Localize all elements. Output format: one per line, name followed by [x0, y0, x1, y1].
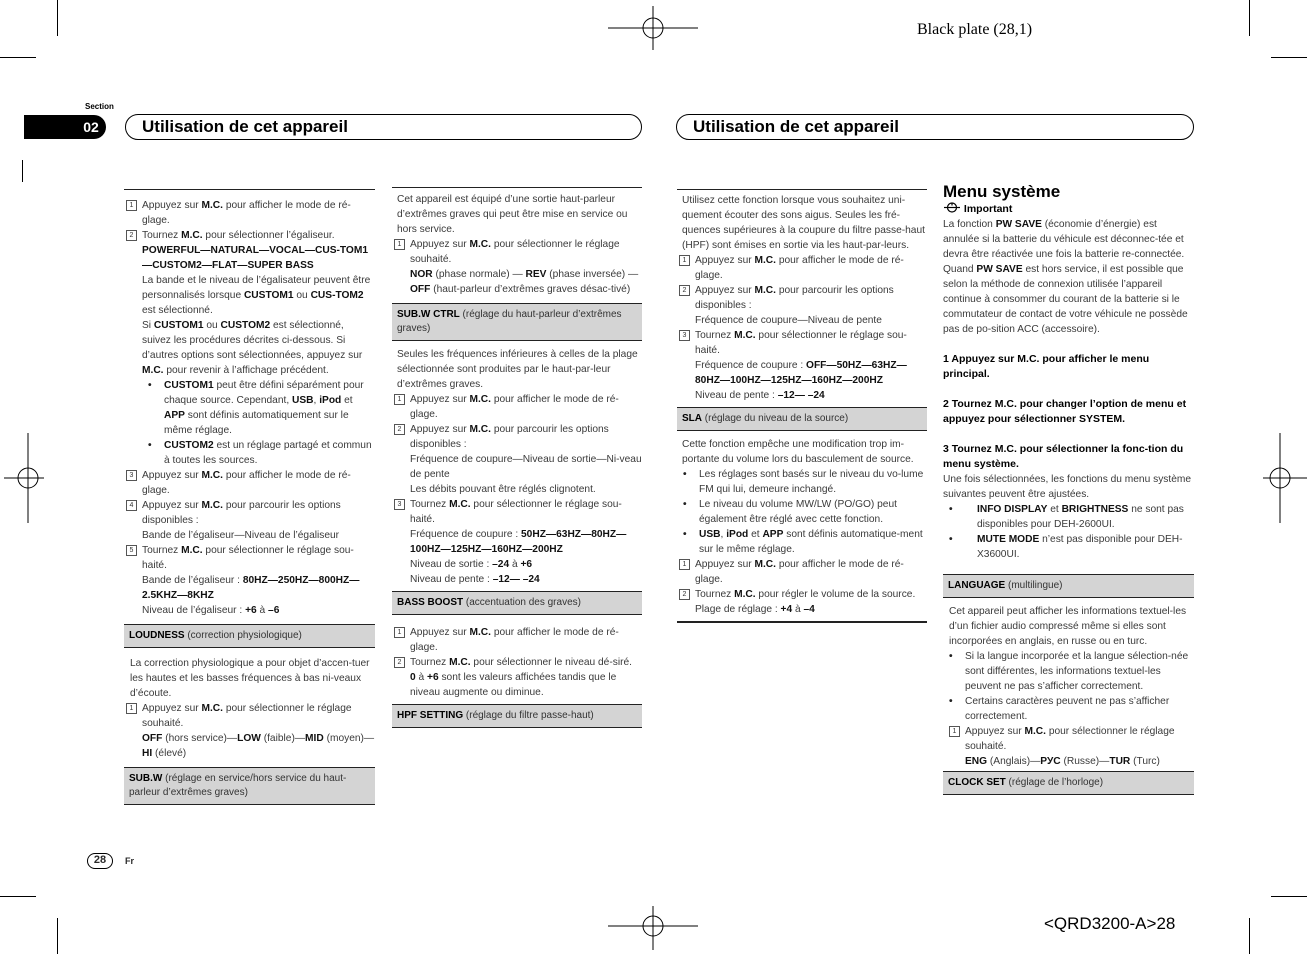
crop-mark [1249, 0, 1250, 36]
paragraph: Cet appareil peut afficher les informations textuel-les d’un fichier audio compressé même si elles sont incorporées en anglais, en russe ou en turc. [949, 606, 1187, 647]
step-number: 3 [394, 499, 405, 510]
option-list: Plage de réglage : +4 à –4 [695, 604, 815, 615]
option-list: Fréquence de coupure—Niveau de pente [695, 315, 882, 326]
option-list: Bande de l’égaliseur—Niveau de l’égaliseur [142, 530, 340, 541]
paragraph: La correction physiologique a pour objet d’accen-tuer les hautes et les basses fréquences à bas ni-veaux d’écoute. [130, 658, 370, 699]
page-title-text: Utilisation de cet appareil [142, 117, 348, 136]
step-number: 1 [126, 703, 137, 714]
section-number-tab [24, 115, 106, 139]
step-number: 1 [394, 627, 405, 638]
paragraph: Cette fonction empêche une modification trop im-portante du volume lors du basculement de source. [682, 439, 914, 465]
page-title-right [676, 114, 1194, 140]
crop-mark [1271, 57, 1307, 58]
section-heading: Menu système [943, 182, 1061, 201]
text-column-4 [943, 184, 1194, 795]
paragraph: Cet appareil est équipé d’une sortie haut-parleur d’extrêmes graves qui peut être mise en service ou hors service. [397, 194, 628, 235]
crop-mark [0, 896, 36, 897]
bullet-item: • CUSTOM1 peut être défini séparément pour chaque source. Cependant, USB, iPod et APP sont définis automatiquement sur le même réglage. [124, 378, 375, 438]
crop-mark [1249, 918, 1250, 954]
bullet-item: • Si la langue incorporée et la langue sélection-née sont différentes, les informations textuel-les peuvent ne pas s’afficher correctement. [943, 649, 1194, 694]
procedure-step: 2 Tournez M.C. pour changer l’option de menu et appuyez pour sélectionner SYSTEM. [943, 398, 1187, 425]
crop-mark [0, 57, 36, 58]
setting-header-bar: HPF SETTING (réglage du filtre passe-haut) [392, 704, 642, 728]
plate-label: Black plate (28,1) [917, 21, 1033, 38]
option-list: Fréquence de coupure : 50HZ—63HZ—80HZ—100HZ—125HZ—160HZ—200HZ [410, 529, 627, 555]
paragraph: Utilisez cette fonction lorsque vous souhaitez uni-quement écouter des sons aigus. Seules les fré-quences supérieures à la coupure du filtre passe-haut (HPF) sont émises en sortie via les haut-par-leurs. [682, 195, 925, 251]
step-item: 2 Appuyez sur M.C. pour parcourir les options disponibles : [677, 283, 927, 313]
bullet-item: • Le niveau du volume MW/LW (PO/GO) peut également être réglé avec cette fonction. [677, 497, 927, 527]
step-number: 1 [679, 559, 690, 570]
step-item: 1 Appuyez sur M.C. pour sélectionner le réglage souhaité. [943, 724, 1194, 754]
bullet-item: • INFO DISPLAY et BRIGHTNESS ne sont pas disponibles pour DEH-2600UI. [943, 502, 1194, 532]
page-title-text: Utilisation de cet appareil [693, 117, 899, 136]
setting-header-bar: LOUDNESS (correction physiologique) [124, 624, 375, 648]
setting-header-bar: SLA (réglage du niveau de la source) [677, 407, 927, 431]
bullet-item: • Les réglages sont basés sur le niveau du vo-lume FM qui lui, demeure inchangé. [677, 467, 927, 497]
step-item: 1 Appuyez sur M.C. pour afficher le mode de ré-glage. [124, 198, 375, 228]
step-item: 2 Appuyez sur M.C. pour parcourir les options disponibles : [392, 422, 642, 452]
step-item: 1 Appuyez sur M.C. pour sélectionner le réglage souhaité. [124, 701, 375, 731]
bullet-item: • CUSTOM2 est un réglage partagé et commun à toutes les sources. [124, 438, 375, 468]
step-item: 3 Appuyez sur M.C. pour afficher le mode de ré-glage. [124, 468, 375, 498]
text-column-3 [677, 189, 927, 623]
section-number: 02 [83, 119, 99, 135]
crop-mark [57, 918, 58, 954]
page-number: 28 [87, 853, 113, 869]
step-number: 4 [126, 500, 137, 511]
option-list: Niveau de pente : –12— –24 [695, 390, 825, 401]
crop-mark [1271, 896, 1307, 897]
document-code: <QRD3200-A>28 [1044, 914, 1176, 933]
step-number: 1 [126, 200, 137, 211]
setting-header-bar: SUB.W (réglage en service/hors service du haut-parleur d’extrêmes graves) [124, 767, 375, 805]
section-label: Section [85, 102, 114, 111]
step-number: 2 [126, 230, 137, 241]
important-note: La fonction PW SAVE (économie d’énergie) est annulée si la batterie du véhicule est déconnec-tée et devra être réactivée une fois la batterie re-connectée. Quand PW SAVE est hors service, il est possible que selon la méthode de connexion utilisée l’appareil continue à consommer du courant de la batterie si le commutateur de contact de votre véhicule ne possède pas de po-sition ACC (accessoire). [943, 219, 1188, 335]
procedure-step: 1 Appuyez sur M.C. pour afficher le menu principal. [943, 353, 1150, 380]
paragraph: Une fois sélectionnées, les fonctions du menu système suivantes peuvent être ajustées. [943, 474, 1192, 500]
registration-mark-icon [608, 6, 698, 50]
crop-mark [22, 160, 23, 182]
option-list: Fréquence de coupure—Niveau de sortie—Ni-veau de pente [410, 454, 642, 480]
paragraph: Si CUSTOM1 ou CUSTOM2 est sélectionné, suivez les procédures décrites ci-dessous. Si d’autres options sont sélectionnées, appuyez sur M.C. pour revenir à l’affichage précédent. [142, 320, 363, 376]
bullet-item: • Certains caractères peuvent ne pas s’afficher correctement. [943, 694, 1194, 724]
option-list: Niveau de sortie : –24 à +6 [410, 559, 533, 570]
step-item: 1 Appuyez sur M.C. pour afficher le mode de ré-glage. [677, 253, 927, 283]
step-number: 3 [126, 470, 137, 481]
step-item: 1 Appuyez sur M.C. pour afficher le mode de ré-glage. [677, 557, 927, 587]
option-list: Bande de l’égaliseur : 80HZ—250HZ—800HZ—2.5KHZ—8KHZ [142, 575, 360, 601]
step-number: 5 [126, 545, 137, 556]
registration-mark-icon [4, 433, 44, 523]
step-number: 2 [394, 424, 405, 435]
registration-mark-icon [1263, 433, 1307, 523]
eq-list: POWERFUL—NATURAL—VOCAL—CUS-TOM1—CUSTOM2—FLAT—SUPER BASS [142, 245, 368, 271]
step-item: 3 Tournez M.C. pour sélectionner le réglage sou-haité. [677, 328, 927, 358]
registration-mark-icon [608, 906, 698, 950]
setting-header-bar: BASS BOOST (accentuation des graves) [392, 591, 642, 615]
step-item: 1 Appuyez sur M.C. pour sélectionner le réglage souhaité. [392, 237, 642, 267]
text-column-1 [124, 189, 375, 805]
step-number: 2 [394, 657, 405, 668]
option-list: NOR (phase normale) — REV (phase inversée) — OFF (haut-parleur d’extrêmes graves désac-tivé) [410, 269, 639, 295]
note-text: Les débits pouvant être réglés clignotent. [410, 484, 596, 495]
option-list: OFF (hors service)—LOW (faible)—MID (moyen)—HI (élevé) [142, 733, 375, 759]
step-item: 3 Tournez M.C. pour sélectionner le réglage sou-haité. [392, 497, 642, 527]
bullet-item: • MUTE MODE n’est pas disponible pour DEH-X3600UI. [943, 532, 1194, 562]
step-number: 1 [679, 255, 690, 266]
language-label: Fr [125, 856, 134, 866]
step-item: 5 Tournez M.C. pour sélectionner le réglage sou-haité. [124, 543, 375, 573]
option-list: Niveau de pente : –12— –24 [410, 574, 540, 585]
step-number: 1 [394, 239, 405, 250]
column-end-rule [677, 621, 927, 623]
step-number: 3 [679, 330, 690, 341]
step-item: 2 Tournez M.C. pour régler le volume de la source. [677, 587, 927, 602]
setting-header-bar: SUB.W CTRL (réglage du haut-parleur d’extrêmes graves) [392, 303, 642, 341]
setting-header-bar: LANGUAGE (multilingue) [943, 574, 1194, 598]
option-list: 0 à +6 sont les valeurs affichées tandis que le niveau augmente ou diminue. [410, 672, 617, 698]
step-item: 1 Appuyez sur M.C. pour afficher le mode de ré-glage. [392, 625, 642, 655]
text-column-2 [392, 187, 642, 728]
step-number: 2 [679, 285, 690, 296]
option-list: Fréquence de coupure : OFF—50HZ—63HZ—80HZ—100HZ—125HZ—160HZ—200HZ [695, 360, 907, 386]
step-item: 4 Appuyez sur M.C. pour parcourir les options disponibles : [124, 498, 375, 528]
step-item: 2 Tournez M.C. pour sélectionner l’égaliseur. [124, 228, 375, 243]
paragraph: La bande et le niveau de l’égalisateur peuvent être personnalisés lorsque CUSTOM1 ou CUS-TOM2 est sélectionné. [142, 275, 371, 316]
important-icon [943, 202, 961, 213]
important-label: Important [943, 202, 1194, 217]
procedure-step: 3 Tournez M.C. pour sélectionner la fonc-tion du menu système. [943, 443, 1184, 470]
step-number: 1 [394, 394, 405, 405]
step-number: 1 [949, 726, 960, 737]
paragraph: Seules les fréquences inférieures à celles de la plage sélectionnée sont produites par le haut-par-leur d’extrêmes graves. [397, 349, 638, 390]
option-list: ENG (Anglais)—РУС (Russe)—TUR (Turc) [965, 756, 1160, 767]
page-title-left [125, 114, 642, 140]
bullet-item: • USB, iPod et APP sont définis automatique-ment sur le même réglage. [677, 527, 927, 557]
option-list: Niveau de l’égaliseur : +6 à –6 [142, 605, 280, 616]
setting-header-bar: CLOCK SET (réglage de l’horloge) [943, 771, 1194, 795]
step-item: 1 Appuyez sur M.C. pour afficher le mode de ré-glage. [392, 392, 642, 422]
step-number: 2 [679, 589, 690, 600]
step-item: 2 Tournez M.C. pour sélectionner le niveau dé-siré. [392, 655, 642, 670]
crop-mark [57, 0, 58, 36]
